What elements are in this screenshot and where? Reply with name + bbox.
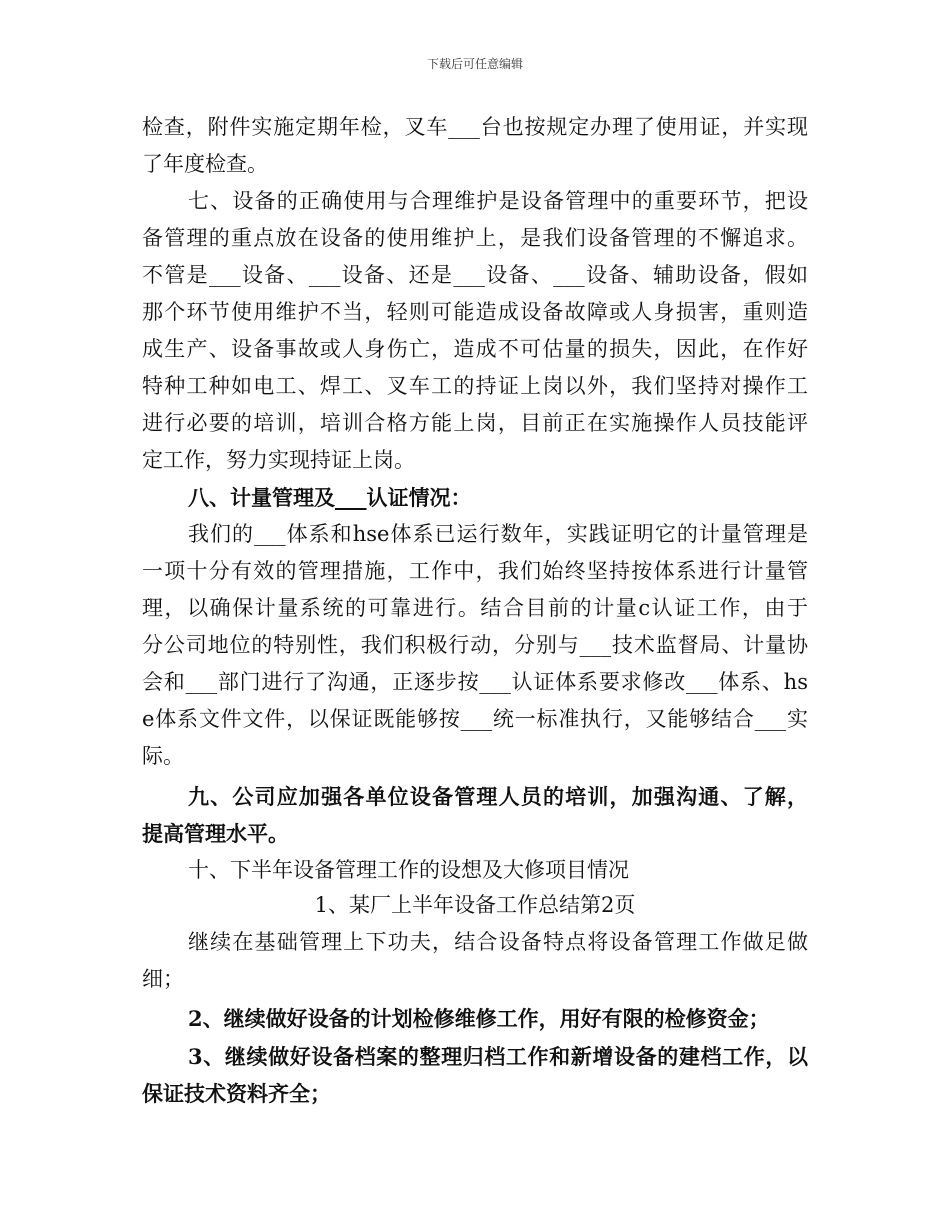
page-title-line: 1、某厂上半年设备工作总结第2页 xyxy=(314,893,636,917)
section-heading: 九、公司应加强各单位设备管理人员的培训，加强沟通、了解， xyxy=(188,784,808,809)
section-heading: 提高管理水平。 xyxy=(142,821,289,846)
text-line: 细； xyxy=(142,967,184,991)
text-line: 七、设备的正确使用与合理维护是设备管理中的重要环节，把设 xyxy=(188,189,808,213)
text-line: 检查，附件实施定期年检，叉车___台也按规定办理了使用证，并实现 xyxy=(142,115,808,139)
text-line: 会和___部门进行了沟通，正逐步按___认证体系要求修改___体系、hs xyxy=(142,670,808,694)
list-item: 3、继续做好设备档案的整理归档工作和新增设备的建档工作，以 xyxy=(188,1044,808,1069)
text-line: 继续在基础管理上下功夫，结合设备特点将设备管理工作做足做 xyxy=(188,930,808,954)
page-header: 下载后可任意编辑 xyxy=(426,57,523,71)
text-line: 那个环节使用维护不当，轻则可能造成设备故障或人身损害，重则造 xyxy=(142,300,808,324)
text-line: 理，以确保计量系统的可靠进行。结合目前的计量c认证工作，由于 xyxy=(142,596,808,620)
text-line: 定工作，努力实现持证上岗。 xyxy=(142,448,415,472)
text-line: e体系文件文件，以保证既能够按___统一标准执行，又能够结合___实 xyxy=(142,707,808,731)
text-line: 分公司地位的特别性，我们积极行动，分别与___技术监督局、计量协 xyxy=(142,633,808,657)
section-heading: 八、计量管理及___认证情况： xyxy=(188,485,472,510)
text-line: 成生产、设备事故或人身伤亡，造成不可估量的损失，因此，在作好 xyxy=(142,337,808,361)
section-heading: 十、下半年设备管理工作的设想及大修项目情况 xyxy=(188,858,629,882)
text-line: 了年度检查。 xyxy=(142,152,268,176)
text-line: 特种工种如电工、焊工、叉车工的持证上岗以外，我们坚持对操作工 xyxy=(142,374,808,398)
text-line: 际。 xyxy=(142,744,184,768)
list-item: 2、继续做好设备的计划检修维修工作，用好有限的检修资金； xyxy=(188,1006,770,1031)
text-line: 不管是___设备、___设备、还是___设备、___设备、辅助设备，假如 xyxy=(142,263,808,287)
text-line: 我们的___体系和hse体系已运行数年，实践证明它的计量管理是 xyxy=(188,522,808,546)
list-item: 保证技术资料齐全； xyxy=(142,1081,331,1106)
text-line: 一项十分有效的管理措施，工作中，我们始终坚持按体系进行计量管 xyxy=(142,559,808,583)
text-line: 进行必要的培训，培训合格方能上岗，目前正在实施操作人员技能评 xyxy=(142,411,808,435)
text-line: 备管理的重点放在设备的使用维护上，是我们设备管理的不懈追求。 xyxy=(142,226,808,250)
